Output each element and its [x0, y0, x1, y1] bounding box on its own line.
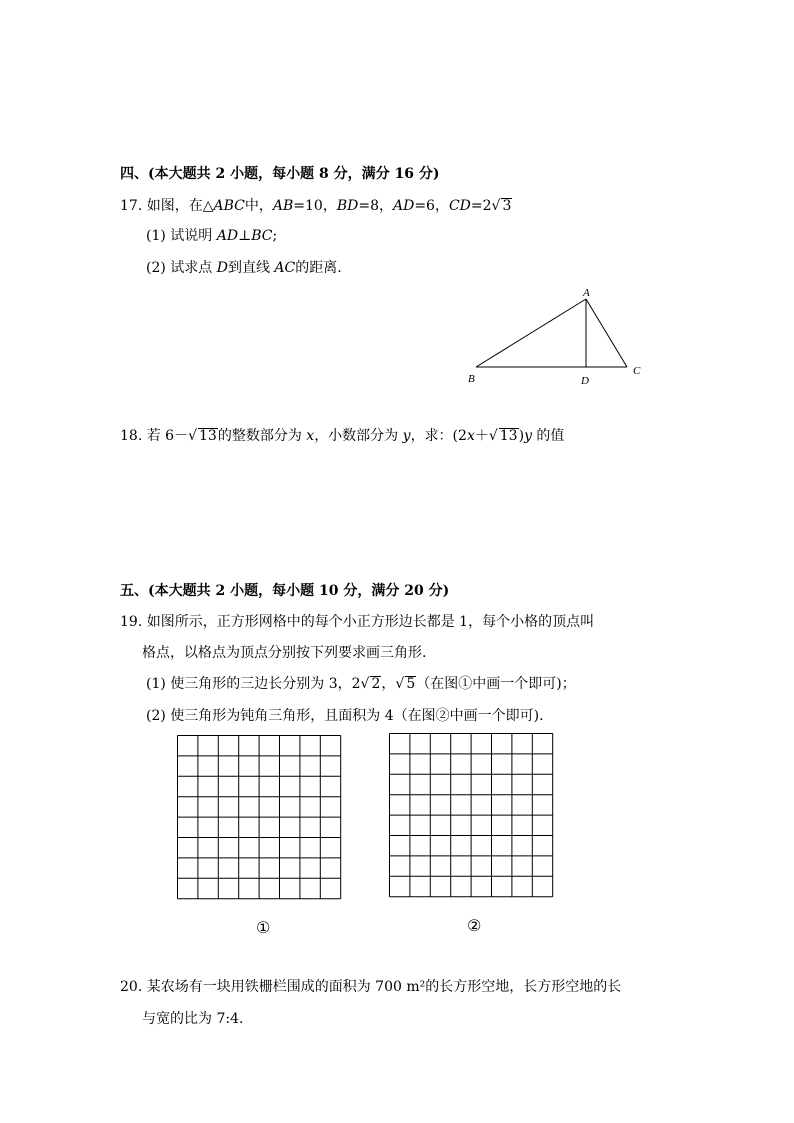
question-19-line-1	[120, 612, 594, 632]
part-text: 到直线	[227, 260, 275, 276]
stem-text: ，求：(2	[410, 428, 467, 444]
radicand: 3	[502, 198, 512, 214]
grid-2-label: ②	[467, 916, 482, 935]
side-ac	[586, 299, 627, 367]
grid-figure-2	[389, 733, 554, 898]
question-18	[120, 426, 564, 446]
radical-sign: √	[491, 198, 501, 214]
question-19-part-1	[146, 674, 576, 694]
plus-sign: ＋	[474, 428, 489, 444]
stem-text: 若 6－	[146, 428, 189, 444]
part-text: (1) 使三角形的三边长分别为 3，2	[146, 676, 361, 692]
radical-sign: √	[395, 676, 405, 692]
perpendicular-symbol: ⊥	[238, 228, 252, 244]
question-number: 19.	[120, 614, 143, 630]
part-text: (2) 试求点	[146, 260, 217, 276]
label-d: D	[581, 375, 589, 387]
side-ab	[476, 299, 586, 367]
radical-sign: √	[188, 428, 197, 444]
point-d: D	[216, 260, 228, 276]
part-text: （在图①中画一个即可)；	[416, 676, 576, 692]
label-a: A	[583, 287, 590, 299]
grid-1-label: ①	[256, 918, 271, 937]
stem-text: 如图，在△	[146, 198, 214, 214]
question-20-line-2: 与宽的比为 7:4.	[142, 1011, 244, 1027]
segment-bd: BD	[336, 198, 359, 214]
section-5-header: 五、(本大题共 2 小题，每小题 10 分，满分 20 分)	[120, 583, 450, 599]
value-ab: =10，	[293, 198, 337, 214]
segment-bc: BC	[251, 228, 273, 244]
stem-text: ，小数部分为	[314, 428, 403, 444]
line-ac: AC	[274, 260, 296, 276]
radicand: 2	[371, 676, 381, 692]
segment-cd: CD	[448, 198, 471, 214]
question-19-part-2: (2) 使三角形为钝角三角形，且面积为 4（在图②中画一个即可).	[146, 708, 544, 724]
section-4-header: 四、(本大题共 2 小题，每小题 8 分，满分 16 分)	[120, 166, 440, 182]
part-text: 的距离.	[295, 260, 342, 276]
value-ad: =6，	[414, 198, 449, 214]
variable-x: x	[466, 428, 475, 444]
stem-text: 的整数部分为	[217, 428, 307, 444]
part-text: ;	[272, 228, 278, 244]
stem-text: 的值	[531, 428, 565, 444]
radical-sign: √	[360, 676, 370, 692]
question-20-line-1	[120, 977, 621, 997]
variable-y: y	[402, 428, 411, 444]
radicand: 5	[406, 676, 416, 692]
value-cd: =2	[470, 198, 492, 214]
question-19-line-2: 格点，以格点为顶点分别按下列要求画三角形.	[142, 645, 427, 661]
grid-figure-1	[177, 735, 342, 900]
triangle-name: ABC	[213, 198, 245, 214]
stem-text: 某农场有一块用铁栅栏围成的面积为 700 m²的长方形空地，长方形空地的长	[146, 979, 622, 995]
radical-sign: √	[488, 428, 498, 444]
variable-y: y	[524, 428, 532, 444]
label-c: C	[633, 365, 641, 377]
variable-x: x	[306, 428, 315, 444]
segment-ad: AD	[216, 228, 239, 244]
label-b: B	[468, 373, 475, 385]
question-number: 20.	[120, 979, 143, 995]
radicand: 13	[199, 428, 217, 444]
stem-text: 如图所示，正方形网格中的每个小正方形边长都是 1，每个小格的顶点叫	[146, 614, 595, 630]
segment-ad: AD	[392, 198, 415, 214]
question-number: 18.	[120, 428, 143, 444]
value-bd: =8，	[358, 198, 393, 214]
part-text: ，	[381, 676, 396, 692]
question-number: 17.	[120, 198, 143, 214]
part-text: (1) 试说明	[146, 228, 217, 244]
segment-ab: AB	[272, 198, 294, 214]
stem-text: 中，	[244, 198, 273, 214]
stem-text: )	[518, 428, 525, 444]
radicand: 13	[499, 428, 518, 444]
